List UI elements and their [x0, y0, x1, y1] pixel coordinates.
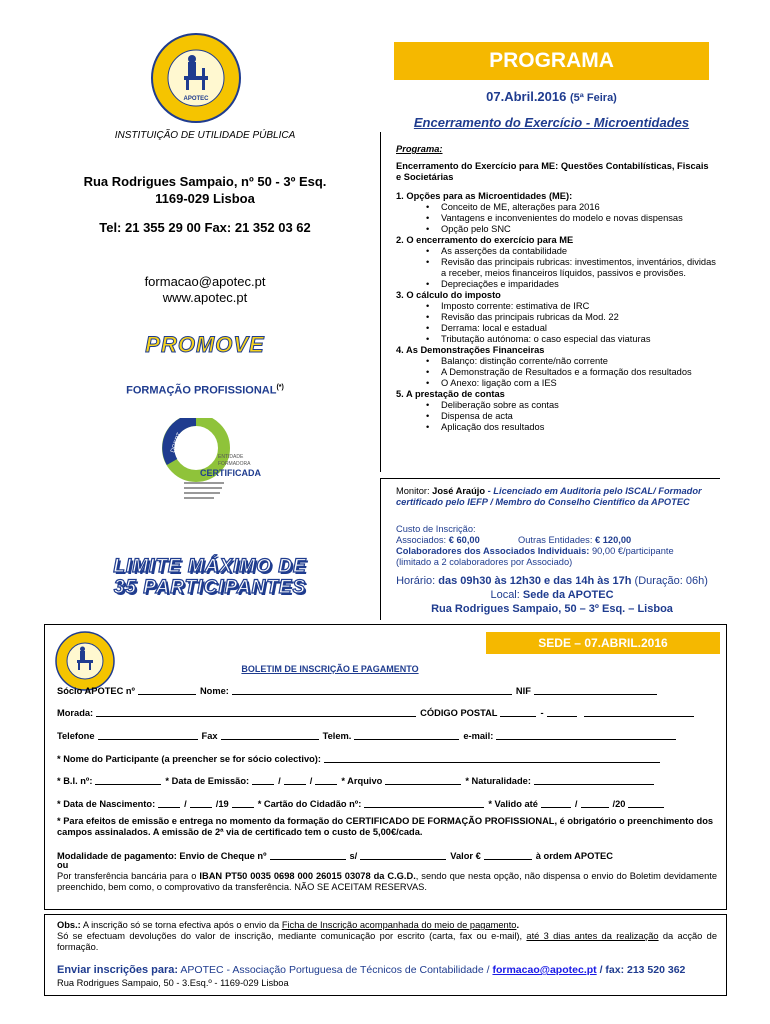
telefone-field[interactable] — [98, 731, 198, 740]
programa-item: • A Demonstração de Resultados e a formação dos resultados — [426, 367, 716, 378]
programa-item: • Revisão das principais rubricas: investimentos, inventários, dividas a receber, meios financeiros líquidos, passivos e provisões. — [426, 257, 716, 279]
address-line1: Rua Rodrigues Sampaio, nº 50 - 3º Esq. — [83, 174, 327, 189]
svg-text:APOTEC: APOTEC — [183, 96, 209, 102]
programa-date: 07.Abril.2016 (5ª Feira) — [486, 89, 617, 104]
participante-field[interactable] — [324, 754, 660, 763]
programa-section-list — [396, 246, 716, 290]
cartao-field[interactable] — [364, 799, 484, 808]
telem-field[interactable] — [354, 731, 459, 740]
cheque-field[interactable] — [270, 851, 346, 860]
divider — [380, 132, 381, 472]
form-row-bi: * B.I. nº: * Data de Emissão: / / * Arquivo * Naturalidade: — [57, 776, 717, 786]
programa-section-title: 5. A prestação de contas — [396, 389, 505, 399]
boletim-title: BOLETIM DE INSCRIÇÃO E PAGAMENTO — [241, 664, 419, 674]
cp2-field[interactable] — [547, 708, 577, 717]
enviar-email-link[interactable]: formacao@apotec.pt — [492, 964, 597, 976]
address — [60, 173, 350, 207]
naturalidade-field[interactable] — [534, 776, 654, 785]
morada-field[interactable] — [96, 708, 416, 717]
programa-item: • Conceito de ME, alterações para 2016 — [426, 202, 716, 213]
programa-item: • Vantagens e inconvenientes do modelo e novas dispensas — [426, 213, 716, 224]
address-line2: 1169-029 Lisboa — [155, 191, 255, 206]
programa-item: • Revisão das principais rubricas da Mod. 22 — [426, 312, 716, 323]
programa-section-title: 3. O cálculo do imposto — [396, 290, 501, 300]
form-row-socio: Sócio APOTEC nº Nome: NIF — [57, 686, 717, 696]
formacao-profissional: FORMAÇÃO PROFISSIONAL(*) — [126, 384, 284, 397]
enviar-inscricoes: Enviar inscrições para: APOTEC - Associação Portuguesa de Técnicos de Contabilidade / formacao@apotec.pt / fax: 213 520 362 — [57, 964, 686, 976]
form-row-participante: * Nome do Participante (a preencher se for sócio colectivo): — [57, 754, 717, 764]
bi-field[interactable] — [95, 776, 161, 785]
programa-section-list — [396, 202, 716, 235]
email-link[interactable]: formacao@apotec.pt — [144, 274, 266, 289]
programa-item: • Depreciações e imparidades — [426, 279, 716, 290]
certification-badge — [162, 418, 262, 513]
valor-field[interactable] — [484, 851, 532, 860]
svg-text:ENTIDADE: ENTIDADE — [218, 454, 244, 460]
ou-label: ou — [57, 860, 69, 870]
programa-label: Programa: — [396, 144, 443, 154]
programa-item: • Derrama: local e estadual — [426, 323, 716, 334]
custo-inscricao: Custo de Inscrição: Associados: € 60,00 Outras Entidades: € 120,00 Colaboradores dos Associados Individuais: 90,00 €/participante (limitado a 2 colaboradores por Associado) — [396, 524, 674, 567]
programa-section-title: 2. O encerramento do exercício para ME — [396, 235, 574, 245]
programa-section-list — [396, 400, 716, 433]
programa-item: • Imposto corrente: estimativa de IRC — [426, 301, 716, 312]
fax-field[interactable] — [221, 731, 319, 740]
form-row-pagamento: Modalidade de pagamento: Envio de Cheque nº s/ Valor € à ordem APOTEC — [57, 851, 613, 861]
socio-field[interactable] — [138, 686, 196, 695]
course-title: Encerramento do Exercício - Microentidades — [413, 115, 690, 130]
institution-label: INSTITUIÇÃO DE UTILIDADE PÚBLICA — [114, 130, 296, 141]
horario-local: Horário: das 09h30 às 12h30 e das 14h às 17h (Duração: 06h) Local: Sede da APOTEC Rua Rodrigues Sampaio, 50 – 3º Esq. – Lisboa — [396, 575, 708, 615]
promove-heading: PROMOVE — [145, 332, 265, 357]
form-note: * Para efeitos de emissão e entrega no momento da formação do CERTIFICADO DE FORMAÇÃO PROFISSIONAL, é obrigatório o preenchimento dos campos assinalados. A emissão de 2ª via de certificado tem o custo de 5,00€/cada. — [57, 816, 714, 837]
cp1-field[interactable] — [500, 708, 536, 717]
limite-participantes: LIMITE MÁXIMO DE 35 PARTICIPANTES — [113, 556, 307, 598]
programa-banner: PROGRAMA — [394, 42, 709, 80]
programa-item: • Tributação autónoma: o caso especial das viaturas — [426, 334, 716, 345]
programa-item: • Opção pelo SNC — [426, 224, 716, 235]
website-link[interactable]: www.apotec.pt — [162, 290, 248, 305]
email-field[interactable] — [496, 731, 676, 740]
form-row-telefone: Telefone Fax Telem. e-mail: — [57, 731, 717, 741]
svg-text:DGERT: DGERT — [170, 431, 184, 454]
transferencia-note: Por transferência bancária para o IBAN PT50 0035 0698 000 26015 03078 da C.G.D., sendo que nesta opção, não dispensa o envio do Boletim devidamente preenchido, bem como, o comprovativo da transferência. NÃO SE ACEITAM RESERVAS. — [57, 871, 717, 892]
nome-field[interactable] — [232, 686, 512, 695]
nif-field[interactable] — [534, 686, 657, 695]
phones: Tel: 21 355 29 00 Fax: 21 352 03 62 — [99, 220, 311, 235]
form-row-nascimento: * Data de Nascimento: / /19 * Cartão do Cidadão nº: * Valido até / /20 — [57, 799, 717, 809]
apotec-logo — [150, 32, 242, 124]
contacts — [60, 274, 350, 306]
programa-item: • O Anexo: ligação com a IES — [426, 378, 716, 389]
obs-text: Obs.: A inscrição só se torna efectiva após o envio da Ficha de Inscrição acompanhada do meio de pagamento. Só se efectuam devoluções do valor de inscrição, mediante comunicação por escrito (carta, fax ou e-mail), até 3 dias antes da realização da acção de formação. — [57, 920, 717, 952]
programa-item: • As asserções da contabilidade — [426, 246, 716, 257]
apotec-logo-small — [54, 630, 116, 692]
svg-text:FORMADORA: FORMADORA — [218, 461, 251, 467]
programa-item: • Balanço: distinção corrente/não corrente — [426, 356, 716, 367]
monitor-info: Monitor: José Araújo - Licenciado em Auditoria pelo ISCAL/ Formador certificado pelo IEFP / Membro do Conselho Científico da APOTEC — [396, 486, 702, 507]
programa-section-list — [396, 356, 716, 389]
programa-section-list — [396, 301, 716, 345]
localidade-field[interactable] — [584, 708, 694, 717]
programa-intro: Encerramento do Exercício para ME: Questões Contabilísticas, Fiscais e Societárias — [396, 161, 709, 182]
svg-text:CERTIFICADA: CERTIFICADA — [200, 468, 261, 478]
sede-banner: SEDE – 07.ABRIL.2016 — [486, 632, 720, 654]
form-row-morada: Morada: CÓDIGO POSTAL - — [57, 708, 717, 718]
enviar-address: Rua Rodrigues Sampaio, 50 - 3.Esq.º - 1169-029 Lisboa — [57, 978, 289, 988]
banco-field[interactable] — [360, 851, 446, 860]
programa-sections — [396, 191, 716, 433]
programa-section-title: 4. As Demonstrações Financeiras — [396, 345, 545, 355]
arquivo-field[interactable] — [385, 776, 461, 785]
programa-item: • Aplicação dos resultados — [426, 422, 716, 433]
programa-item: • Deliberação sobre as contas — [426, 400, 716, 411]
programa-section-title: 1. Opções para as Microentidades (ME): — [396, 191, 573, 201]
programa-content — [396, 144, 716, 433]
programa-item: • Dispensa de acta — [426, 411, 716, 422]
